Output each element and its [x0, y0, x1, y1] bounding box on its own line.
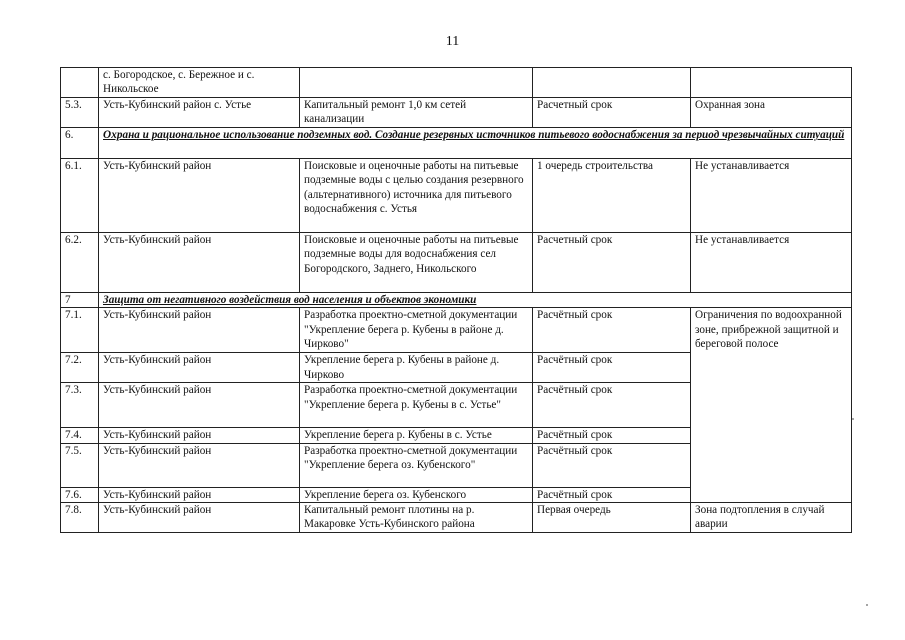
section-row	[61, 127, 852, 158]
page-number: 11	[445, 34, 460, 49]
section-title: Защита от негативного воздействия вод населения и объектов экономики	[99, 292, 852, 307]
row-term: Расчётный срок	[533, 487, 691, 502]
measures-table	[60, 67, 852, 533]
table-row	[61, 97, 852, 127]
row-location: Усть-Кубинский район	[99, 487, 300, 502]
row-number: 7.1.	[61, 308, 99, 353]
row-note-merged: Ограничения по водоохранной зоне, прибрежной защитной и береговой полосе	[691, 308, 852, 503]
row-number: 7.4.	[61, 428, 99, 443]
row-action: Разработка проектно-сметной документации "Укрепление берега р. Кубены в с. Устье"	[300, 383, 533, 428]
row-action: Укрепление берега оз. Кубенского	[300, 487, 533, 502]
scan-speck	[866, 604, 868, 606]
row-location: Усть-Кубинский район	[99, 503, 300, 533]
row-action: Поисковые и оценочные работы на питьевые подземные воды для водоснабжения сел Богородского, Заднего, Никольского	[300, 232, 533, 292]
row-action: Поисковые и оценочные работы на питьевые подземные воды с целью создания резервного (альтернативного) источника для питьевого водоснабжения с. Устья	[300, 158, 533, 232]
row-term: 1 очередь строительства	[533, 158, 691, 232]
row-note	[691, 68, 852, 98]
row-term: Расчётный срок	[533, 308, 691, 353]
table-row	[61, 503, 852, 533]
row-action: Разработка проектно-сметной документации "Укрепление берега оз. Кубенского"	[300, 443, 533, 487]
row-location: с. Богородское, с. Бережное и с. Никольское	[99, 68, 300, 98]
row-location: Усть-Кубинский район	[99, 232, 300, 292]
row-note: Охранная зона	[691, 97, 852, 127]
table-row	[61, 68, 852, 98]
row-action: Разработка проектно-сметной документации "Укрепление берега р. Кубены в районе д. Чирково"	[300, 308, 533, 353]
row-location: Усть-Кубинский район	[99, 308, 300, 353]
row-term: Расчётный срок	[533, 443, 691, 487]
row-term: Первая очередь	[533, 503, 691, 533]
row-number: 7.6.	[61, 487, 99, 502]
row-number: 5.3.	[61, 97, 99, 127]
row-term	[533, 68, 691, 98]
row-location: Усть-Кубинский район	[99, 158, 300, 232]
row-number	[61, 68, 99, 98]
row-number: 6.2.	[61, 232, 99, 292]
row-action: Укрепление берега р. Кубены в с. Устье	[300, 428, 533, 443]
row-location: Усть-Кубинский район с. Устье	[99, 97, 300, 127]
row-term: Расчетный срок	[533, 232, 691, 292]
row-action: Укрепление берега р. Кубены в районе д. Чирково	[300, 353, 533, 383]
scan-speck	[852, 418, 854, 420]
row-location: Усть-Кубинский район	[99, 353, 300, 383]
row-term: Расчётный срок	[533, 428, 691, 443]
row-note: Не устанавливается	[691, 158, 852, 232]
row-note: Не устанавливается	[691, 232, 852, 292]
row-number: 7.8.	[61, 503, 99, 533]
table-row	[61, 232, 852, 292]
row-number: 7.2.	[61, 353, 99, 383]
row-term: Расчётный срок	[533, 353, 691, 383]
row-term: Расчётный срок	[533, 383, 691, 428]
row-action: Капитальный ремонт 1,0 км сетей канализации	[300, 97, 533, 127]
row-number: 6.1.	[61, 158, 99, 232]
row-location: Усть-Кубинский район	[99, 383, 300, 428]
table-row	[61, 308, 852, 353]
row-location: Усть-Кубинский район	[99, 443, 300, 487]
row-action	[300, 68, 533, 98]
section-number: 6.	[61, 127, 99, 158]
row-note: Зона подтопления в случай аварии	[691, 503, 852, 533]
section-number: 7	[61, 292, 99, 307]
section-row	[61, 292, 852, 307]
row-term: Расчетный срок	[533, 97, 691, 127]
section-title: Охрана и рациональное использование подземных вод. Создание резервных источников питьевого водоснабжения за период чрезвычайных ситуаций	[99, 127, 852, 158]
row-number: 7.5.	[61, 443, 99, 487]
row-action: Капитальный ремонт плотины на р. Макаровке Усть-Кубинского района	[300, 503, 533, 533]
row-number: 7.3.	[61, 383, 99, 428]
table-row	[61, 158, 852, 232]
row-location: Усть-Кубинский район	[99, 428, 300, 443]
